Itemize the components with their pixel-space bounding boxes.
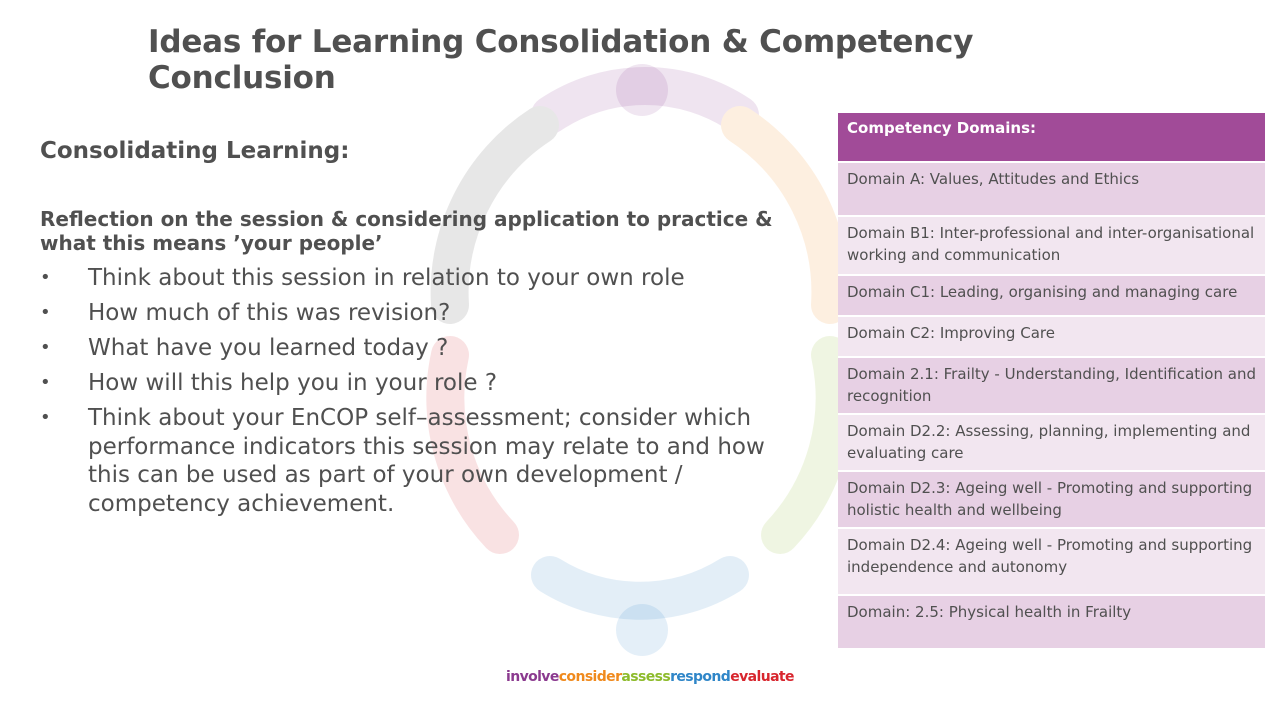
bullet-text: Think about your EnCOP self–assessment; consider which performance indicators this session may relate to and how this can be used as part of your own development / competency achievement. [88, 405, 765, 517]
domain-cell: Domain D2.4: Ageing well - Promoting and supporting independence and autonomy [838, 528, 1265, 595]
bullet-item [40, 299, 800, 328]
domain-cell: Domain: 2.5: Physical health in Frailty [838, 595, 1265, 649]
bullet-dot-icon: • [40, 302, 51, 323]
domain-cell: Domain B1: Inter-professional and inter-organisational working and communication [838, 216, 1265, 275]
footer-tagline [506, 669, 794, 685]
footer-word-assess: assess [621, 669, 671, 685]
bullet-dot-icon: • [40, 337, 51, 358]
domain-cell: Domain D2.3: Ageing well - Promoting and supporting holistic health and wellbeing [838, 471, 1265, 528]
footer-word-involve: involve [506, 669, 559, 685]
table-row [838, 595, 1265, 649]
domain-cell: Domain A: Values, Attitudes and Ethics [838, 162, 1265, 216]
bullet-text: How will this help you in your role ? [88, 370, 498, 396]
reflection-bullet-list [40, 264, 800, 525]
bullet-item [40, 369, 800, 398]
bullet-text: How much of this was revision? [88, 300, 451, 326]
table-row [838, 471, 1265, 528]
bullet-item [40, 264, 800, 293]
bullet-dot-icon: • [40, 407, 51, 428]
domain-cell: Domain D2.2: Assessing, planning, implementing and evaluating care [838, 414, 1265, 471]
reflection-heading: Reflection on the session & considering application to practice & what this means ’your people’ [40, 207, 773, 255]
bullet-dot-icon: • [40, 267, 51, 288]
consolidating-heading: Consolidating Learning: [40, 138, 350, 164]
table-row [838, 357, 1265, 414]
domain-cell: Domain 2.1: Frailty - Understanding, Identification and recognition [838, 357, 1265, 414]
table-row [838, 216, 1265, 275]
table-row [838, 414, 1265, 471]
bullet-item [40, 404, 800, 518]
footer-word-consider: consider [558, 669, 622, 685]
bullet-dot-icon: • [40, 372, 51, 393]
footer-word-respond: respond [670, 669, 731, 685]
table-header: Competency Domains: [838, 113, 1265, 162]
bullet-text: What have you learned today ? [88, 335, 449, 361]
domain-cell: Domain C1: Leading, organising and managing care [838, 275, 1265, 316]
table-row [838, 275, 1265, 316]
bullet-item [40, 334, 800, 363]
table-row [838, 528, 1265, 595]
table-row [838, 162, 1265, 216]
competency-domains-table [838, 113, 1265, 650]
bullet-text: Think about this session in relation to your own role [88, 265, 685, 291]
table-row [838, 316, 1265, 357]
table-header-row [838, 113, 1265, 162]
footer-word-evaluate: evaluate [730, 669, 794, 685]
domain-cell: Domain C2: Improving Care [838, 316, 1265, 357]
page-title: Ideas for Learning Consolidation & Competency Conclusion [148, 24, 974, 96]
